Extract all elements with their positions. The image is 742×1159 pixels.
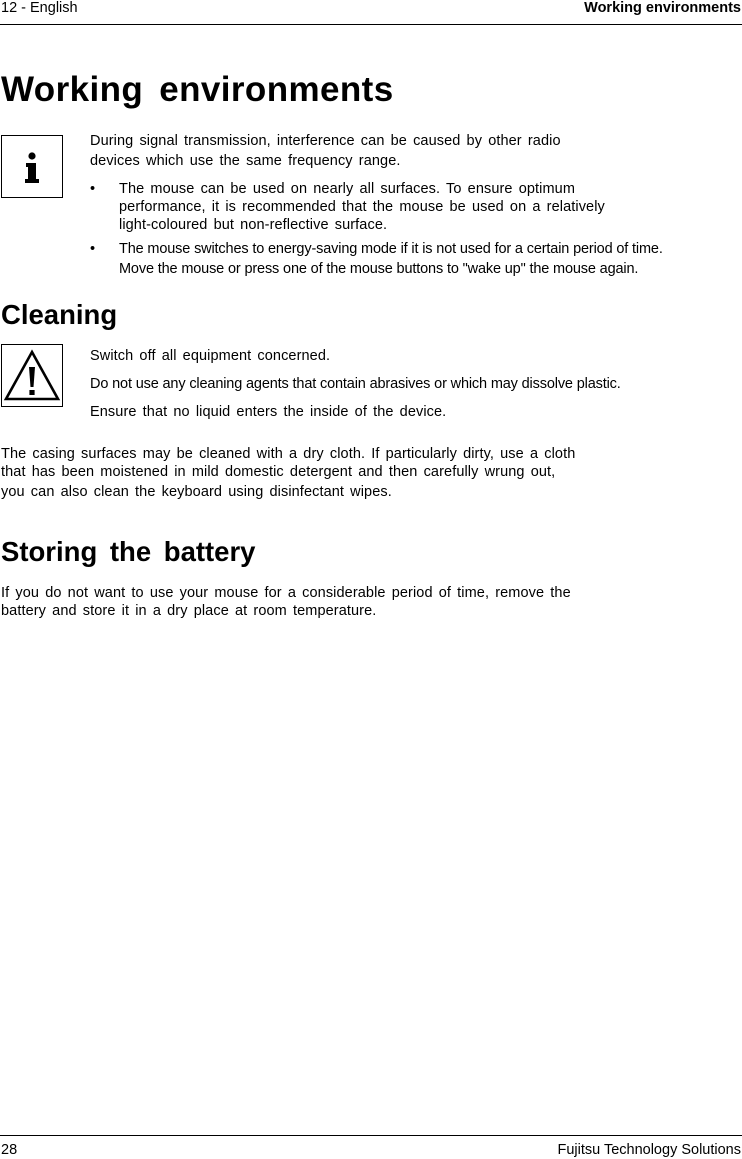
cleaning-warning-1: Switch off all equipment concerned. [90,348,331,364]
battery-paragraph-line-1: If you do not want to use your mouse for a considerable period of time, remove the [1,585,571,601]
header-rule [0,24,742,25]
info-intro-line-2: devices which use the same frequency range. [90,153,401,169]
footer-company: Fujitsu Technology Solutions [557,1142,741,1158]
battery-paragraph-line-2: battery and store it in a dry place at room temperature. [1,603,377,619]
footer-rule [0,1135,742,1136]
cleaning-paragraph-line-3: you can also clean the keyboard using disinfectant wipes. [1,484,392,500]
bullet-1-line-2: performance, it is recommended that the mouse be used on a relatively [119,199,605,215]
bullet-1-line-3: light-coloured but non-reflective surface. [119,217,388,233]
cleaning-warning-3: Ensure that no liquid enters the inside of the device. [90,404,447,420]
page-number: 28 [1,1142,18,1158]
bullet-1-line-1: The mouse can be used on nearly all surfaces. To ensure optimum [119,181,576,197]
bullet-marker: • [90,241,96,257]
info-intro-line-1: During signal transmission, interference can be caused by other radio [90,133,561,149]
cleaning-heading: Cleaning [1,299,118,330]
warning-icon [1,344,63,407]
page-title: Working environments [1,70,394,109]
info-icon [1,135,63,198]
cleaning-paragraph-line-1: The casing surfaces may be cleaned with a dry cloth. If particularly dirty, use a cloth [1,446,576,462]
battery-heading: Storing the battery [1,536,256,567]
header-chapter-title: Working environments [584,0,741,16]
bullet-2-line-1: The mouse switches to energy-saving mode if it is not used for a certain period of time. [119,241,663,257]
bullet-marker: • [90,181,96,197]
cleaning-paragraph-line-2: that has been moistened in mild domestic detergent and then carefully wrung out, [1,464,556,480]
cleaning-warning-2: Do not use any cleaning agents that contain abrasives or which may dissolve plastic. [90,376,621,392]
header-section-label: 12 - English [1,0,78,16]
bullet-2-line-2: Move the mouse or press one of the mouse buttons to "wake up" the mouse again. [119,261,639,277]
